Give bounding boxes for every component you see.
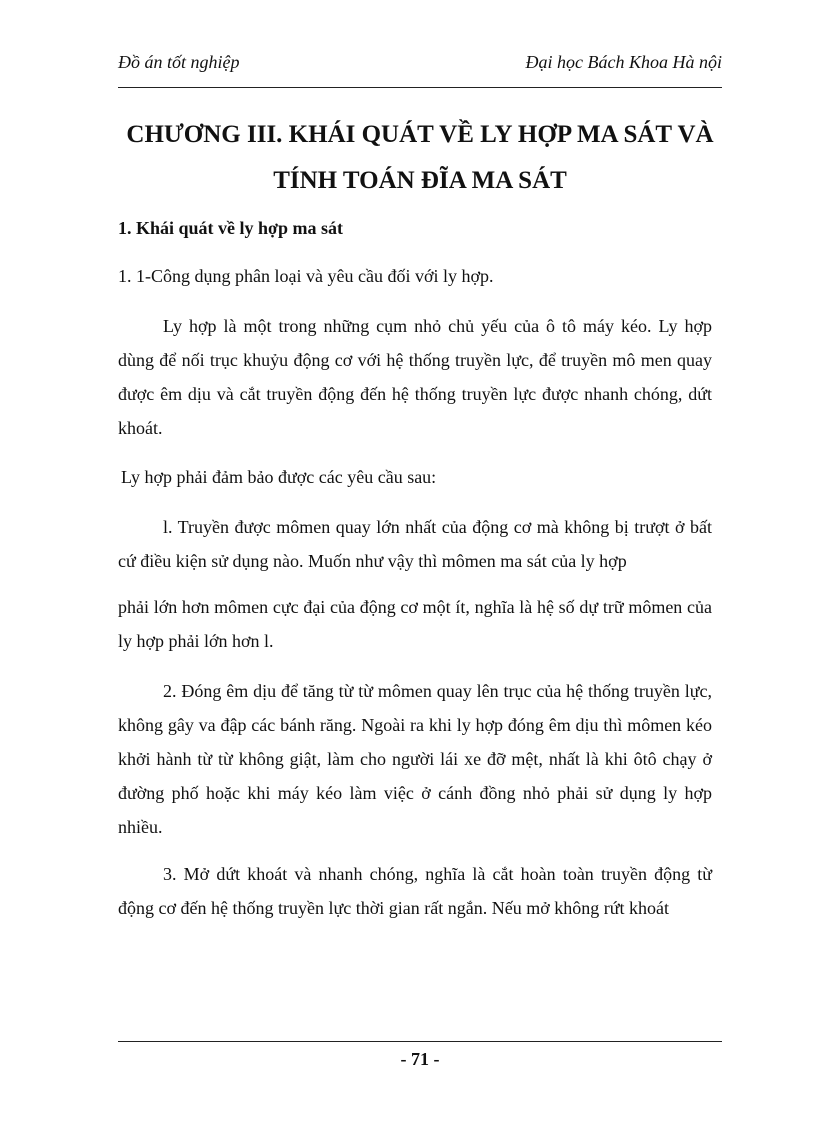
requirement-2: 2. Đóng êm dịu để tăng từ từ mômen quay lên trục của hệ thống truyền lực, không gây va đập các bánh răng. Ngoài ra khi ly hợp đóng êm dịu thì mômen kéo khởi hành từ từ không giật, làm cho người lái xe đỡ mệt, nhất là khi ôtô chạy ở đường phố hoặc khi máy kéo làm việc ở cánh đồng nhỏ phải sử dụng ly hợp nhiều. [118,681,712,837]
requirement-3: 3. Mở dứt khoát và nhanh chóng, nghĩa là cắt hoàn toàn truyền động từ động cơ đến hệ thống truyền lực thời gian rất ngắn. Nếu mở không rứt khoát [118,864,712,918]
header-left-text: Đồ án tốt nghiệp [118,52,240,72]
subsection-heading: 1. 1-Công dụng phân loại và yêu cầu đối với ly hợp. [118,266,494,286]
chapter-title-line-1: CHƯƠNG III. KHÁI QUÁT VỀ LY HỢP MA SÁT VÀ [126,121,714,148]
footer-divider [118,1041,722,1042]
page-header [118,52,722,76]
requirements-intro: Ly hợp phải đảm bảo được các yêu cầu sau: [121,467,437,487]
page-number: - 71 - [400,1049,440,1069]
section-heading: 1. Khái quát về ly hợp ma sát [118,218,343,238]
chapter-title-line-2: TÍNH TOÁN ĐĨA MA SÁT [273,167,567,194]
intro-paragraph: Ly hợp là một trong những cụm nhỏ chủ yếu của ô tô máy kéo. Ly hợp dùng để nối trục khuỷu động cơ với hệ thống truyền lực, để truyền mô men quay được êm dịu và cắt truyền động đến hệ thống truyền lực được nhanh chóng, dứt khoát. [118,316,712,438]
requirement-1-part-2: phải lớn hơn mômen cực đại của động cơ một ít, nghĩa là hệ số dự trữ mômen của ly hợp phải lớn hơn l. [118,597,712,651]
requirement-1-part-1: l. Truyền được mômen quay lớn nhất của động cơ mà không bị trượt ở bất cứ điều kiện sử dụng nào. Muốn như vậy thì mômen ma sát của ly hợp [118,517,712,571]
header-divider [118,87,722,88]
chapter-title [118,112,722,204]
header-right-text: Đại học Bách Khoa Hà nội [525,52,722,72]
